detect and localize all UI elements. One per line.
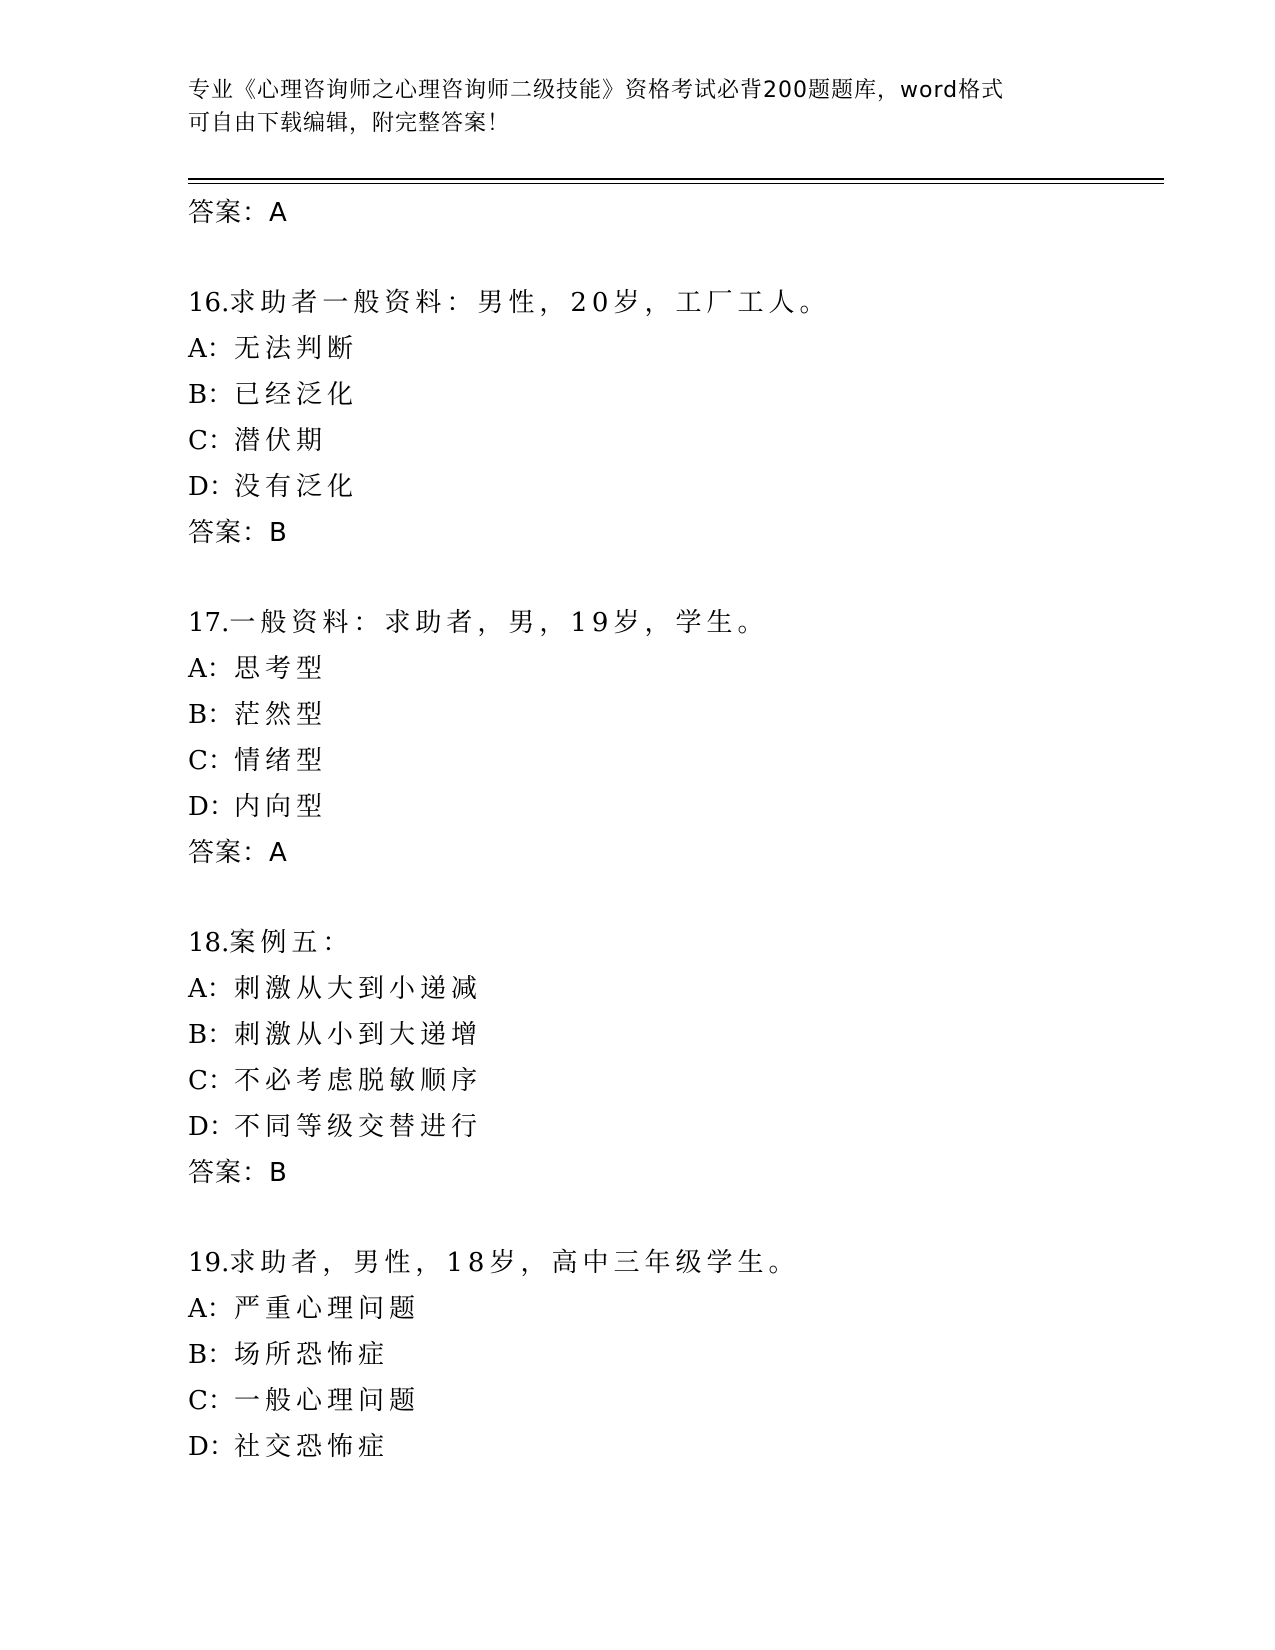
option-text: 社交恐怖症: [234, 1432, 390, 1462]
header-rule-thin: [188, 183, 1164, 184]
option-text: 内向型: [234, 792, 328, 822]
question-stem: [188, 280, 1164, 326]
option-letter: A：: [188, 334, 233, 364]
question-stem: [188, 920, 1164, 966]
question-text: 一般资料：求助者，男，19岁，学生。: [229, 608, 769, 638]
question-stem: [188, 600, 1164, 646]
option-letter: C：: [188, 746, 234, 776]
option-b: [188, 1012, 1164, 1058]
question-16: [188, 280, 1164, 556]
question-text: 求助者，男性，18岁，高中三年级学生。: [229, 1248, 800, 1278]
option-letter: B：: [188, 1020, 234, 1050]
question-number: 19.: [188, 1248, 230, 1278]
option-text: 茫然型: [234, 700, 328, 730]
question-list: [188, 190, 1164, 1470]
question-number: 18.: [188, 928, 230, 958]
question-number: 16.: [188, 288, 230, 318]
option-letter: D：: [188, 1432, 235, 1462]
option-letter: D：: [188, 1112, 235, 1142]
option-letter: B：: [188, 1340, 234, 1370]
option-c: [188, 1378, 1164, 1424]
answer-line: 答案：A: [188, 198, 288, 228]
option-letter: C：: [188, 1386, 234, 1416]
option-text: 刺激从大到小递减: [234, 974, 483, 1004]
option-text: 潜伏期: [234, 426, 328, 456]
option-letter: A：: [188, 654, 233, 684]
option-text: 场所恐怖症: [234, 1340, 390, 1370]
option-letter: B：: [188, 700, 234, 730]
question-number: 17.: [188, 608, 230, 638]
question-text: 求助者一般资料：男性，20岁，工厂工人。: [229, 288, 831, 318]
answer-line: 答案：B: [188, 1158, 288, 1188]
question-text: 案例五：: [229, 928, 354, 958]
option-letter: A：: [188, 1294, 233, 1324]
option-text: 思考型: [234, 654, 328, 684]
question-17: [188, 600, 1164, 876]
question-stem: [188, 1240, 1164, 1286]
option-text: 不必考虑脱敏顺序: [234, 1066, 483, 1096]
option-text: 一般心理问题: [234, 1386, 421, 1416]
answer-line: 答案：A: [188, 838, 288, 868]
option-b: [188, 1332, 1164, 1378]
answer-line: 答案：B: [188, 518, 288, 548]
option-c: [188, 738, 1164, 784]
option-text: 已经泛化: [234, 380, 359, 410]
option-a: [188, 1286, 1164, 1332]
option-letter: D：: [188, 472, 235, 502]
question-18: [188, 920, 1164, 1196]
option-d: [188, 464, 1164, 510]
option-d: [188, 784, 1164, 830]
option-a: [188, 326, 1164, 372]
option-a: [188, 646, 1164, 692]
option-letter: B：: [188, 380, 234, 410]
option-text: 不同等级交替进行: [234, 1112, 483, 1142]
option-a: [188, 966, 1164, 1012]
option-letter: C：: [188, 1066, 234, 1096]
option-text: 没有泛化: [234, 472, 359, 502]
option-text: 情绪型: [234, 746, 328, 776]
header-rule-thick: [188, 178, 1164, 180]
option-b: [188, 692, 1164, 738]
header-line-1: 专业《心理咨询师之心理咨询师二级技能》资格考试必背200题题库，word格式: [188, 78, 1005, 103]
option-c: [188, 418, 1164, 464]
option-text: 无法判断: [234, 334, 359, 364]
document-header: [188, 74, 1088, 140]
option-letter: C：: [188, 426, 234, 456]
option-d: [188, 1104, 1164, 1150]
option-d: [188, 1424, 1164, 1470]
option-text: 严重心理问题: [234, 1294, 421, 1324]
header-line-2: 可自由下载编辑，附完整答案！: [188, 111, 511, 136]
option-text: 刺激从小到大递增: [234, 1020, 483, 1050]
question-19: [188, 1240, 1164, 1470]
option-letter: A：: [188, 974, 233, 1004]
option-b: [188, 372, 1164, 418]
option-c: [188, 1058, 1164, 1104]
option-letter: D：: [188, 792, 235, 822]
